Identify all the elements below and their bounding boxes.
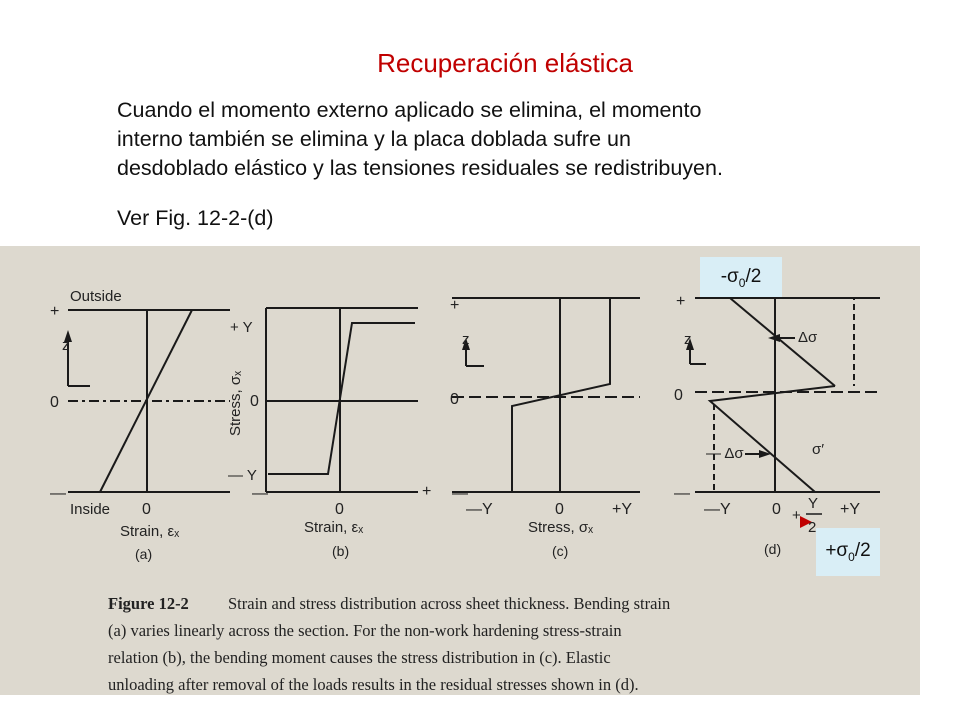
axis-label: Stress, σₓ [528,519,594,536]
panel-caption: (d) [764,541,782,557]
label-plus: + [450,297,460,314]
label-inside: Inside [70,501,111,518]
label-z: z [462,331,470,348]
callout-text: +σ [825,540,849,561]
label-zero: 0 [450,391,459,408]
stress-strain-curve [268,323,415,474]
callout-subscript: 0 [738,275,746,290]
paragraph-line: desdoblado elástico y las tensiones residuales se redistribuyen. [117,156,723,180]
residual-stress [710,386,835,492]
label-plus: + [676,293,686,310]
label-zero: 0 [674,387,683,404]
label-zero: 0 [335,501,344,518]
delta-sigma-label: — Δσ [706,445,744,462]
panel-caption: (b) [332,543,350,559]
unloading-line-top [730,298,835,386]
scanned-figure [0,246,920,695]
label-plus: + [422,483,432,500]
label-minus: — [252,485,268,502]
callout-minus-sigma-half [700,257,782,297]
tick-label: +Y [612,501,633,518]
figure-svg [0,246,920,695]
label-minus: — [452,485,468,502]
tick-label: Y [808,495,819,512]
paragraph-line: Cuando el momento externo aplicado se elimina, el momento [117,98,702,122]
slide-paragraph [117,96,877,183]
label-outside: Outside [70,288,122,305]
label-z: z [684,331,692,348]
tick-label: —Y [704,501,731,518]
slide-title: Recuperación elástica [377,48,633,78]
figure-caption-line: unloading after removal of the loads results in the residual stresses shown in (d). [108,675,639,694]
callout-text: /2 [745,266,762,287]
axis-label: Strain, εₓ [304,519,364,536]
callout-subscript: 0 [848,549,855,564]
tick-label: 0 [772,501,781,518]
label-z: z [62,337,70,354]
label-minus: — [50,485,66,502]
label-minus-y: — Y [228,467,257,484]
panel-caption: (a) [135,546,153,562]
figure-reference: Ver Fig. 12-2-(d) [117,206,274,230]
axis-label: Stress, σₓ [227,370,244,436]
label-minus: — [674,485,690,502]
tick-label: + [792,507,801,524]
label-plus-y: + Y [230,319,253,336]
sigma-prime-label: σ′ [812,441,825,458]
callout-text: -σ [720,266,739,287]
delta-sigma-label: Δσ [798,329,818,346]
callout-plus-sigma-half [816,528,880,576]
tick-label: +Y [840,501,861,518]
callout-text: /2 [854,540,871,561]
label-zero: 0 [142,501,151,518]
label-zero: 0 [250,393,259,410]
panel-caption: (c) [552,543,569,559]
paragraph-line: interno también se elimina y la placa doblada sufre un [117,127,631,151]
label-zero: 0 [50,394,59,411]
tick-label: —Y [466,501,493,518]
figure-caption-label: Figure 12-2 [108,594,189,613]
label-plus: + [50,303,60,320]
tick-label: 2 [808,519,817,536]
figure-caption-line: Strain and stress distribution across sheet thickness. Bending strain [228,594,671,613]
figure-caption-line: (a) varies linearly across the section. For the non-work hardening stress-strain [108,621,622,640]
tick-label: 0 [555,501,564,518]
axis-label: Strain, εₓ [120,523,180,540]
figure-caption-line: relation (b), the bending moment causes the stress distribution in (c). Elastic [108,648,611,667]
